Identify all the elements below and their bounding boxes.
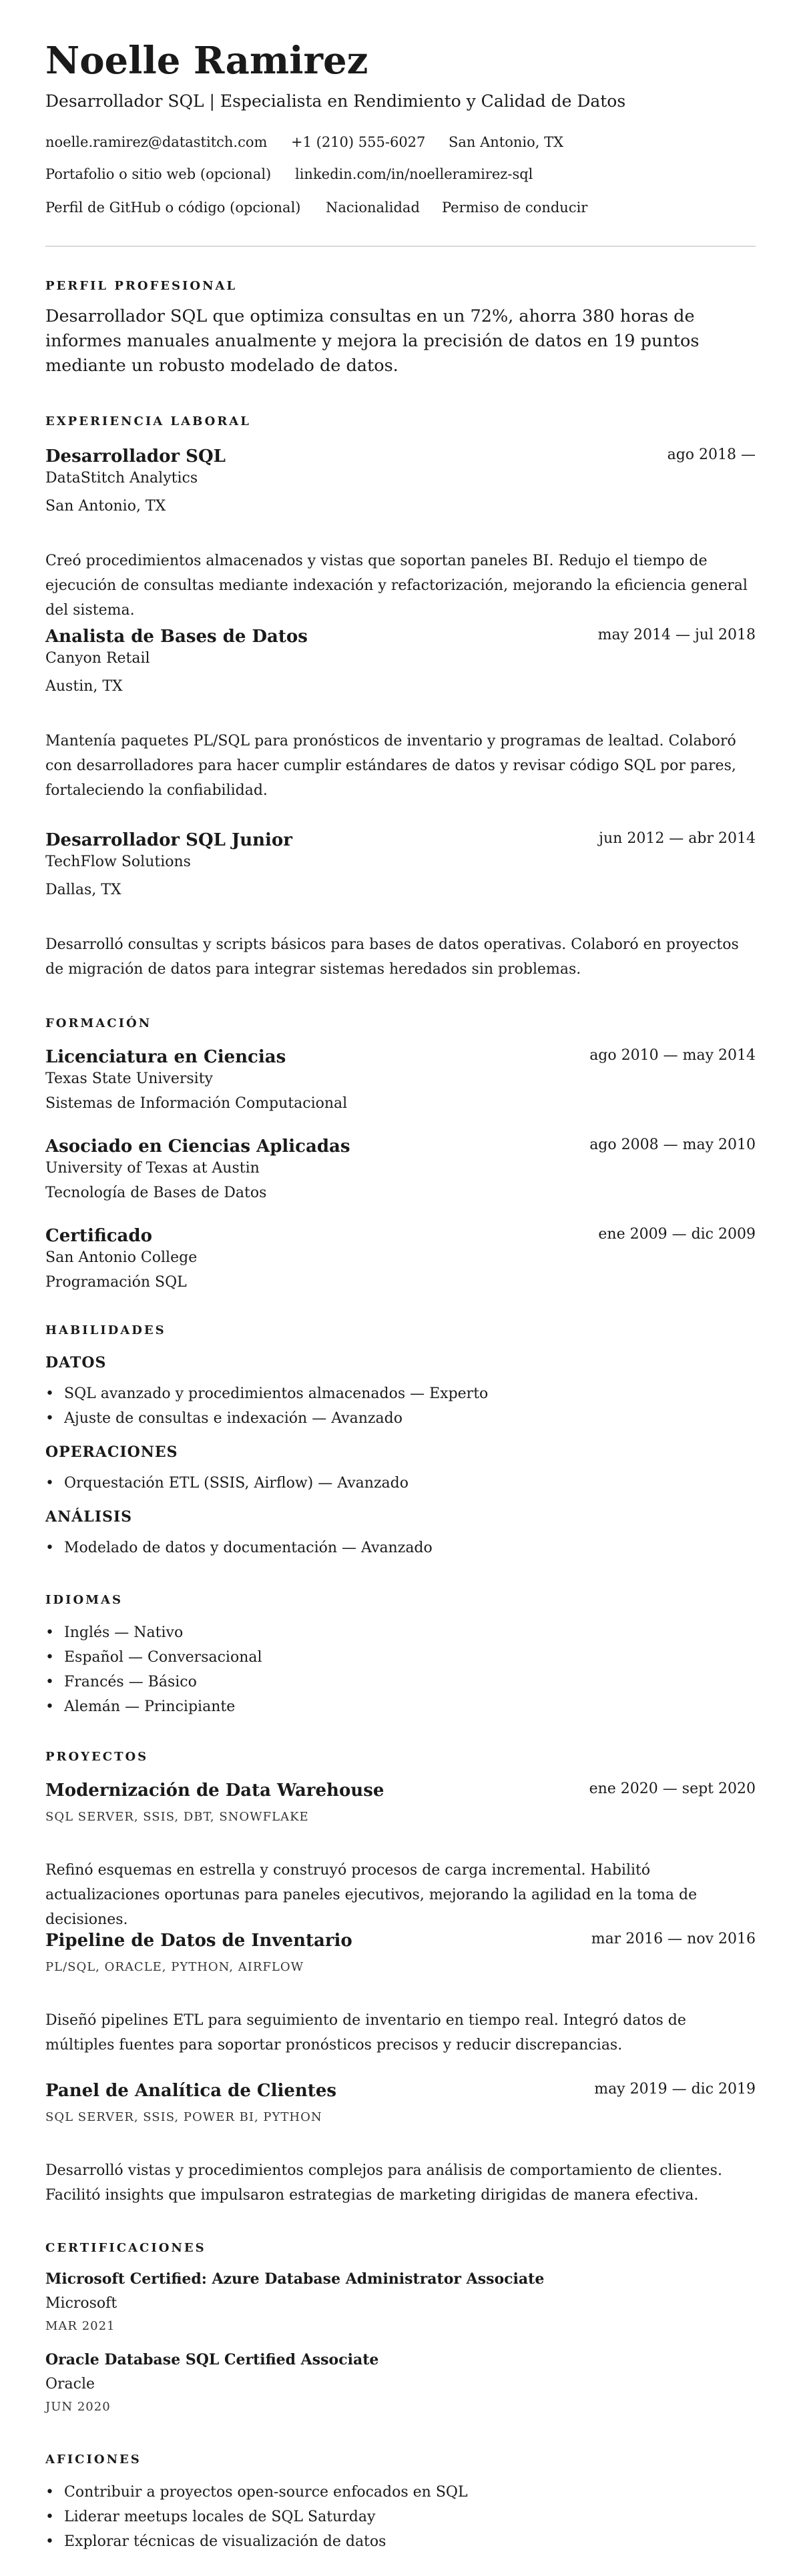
- skill-item: • Modelado de datos y documentación — Avanzado: [64, 1538, 433, 1558]
- contact-location: San Antonio, TX: [449, 134, 564, 150]
- project-dates: mar 2016 — nov 2016: [591, 1931, 756, 1947]
- summary-text: Desarrollador SQL que optimiza consultas en un 72%, ahorra 380 horas de informes manuales anualmente y mejora la precisión de datos en 19 puntos mediante un robusto modelado de datos.: [45, 306, 700, 376]
- section-heading-languages: IDIOMAS: [45, 1593, 123, 1607]
- education-field: Sistemas de Información Computacional: [45, 1095, 348, 1112]
- certification-issuer: Oracle: [45, 2376, 95, 2392]
- bullet-icon: •: [45, 1410, 54, 1427]
- project-title: Panel de Analítica de Clientes: [45, 2081, 336, 2101]
- job-location: San Antonio, TX: [45, 498, 166, 515]
- contact-email[interactable]: noelle.ramirez@datastitch.com: [45, 134, 268, 150]
- candidate-name: Noelle Ramirez: [45, 39, 368, 83]
- job-location: Austin, TX: [45, 678, 123, 695]
- certification-name: Oracle Database SQL Certified Associate: [45, 2351, 379, 2368]
- degree-title: Certificado: [45, 1226, 152, 1246]
- bullet-icon: •: [45, 1540, 54, 1556]
- bullet-icon: •: [45, 1674, 54, 1690]
- education-field: Tecnología de Bases de Datos: [45, 1185, 267, 1201]
- bullet-icon: •: [45, 1624, 54, 1641]
- contact-github[interactable]: Perfil de GitHub o código (opcional): [45, 200, 301, 216]
- job-title: Analista de Bases de Datos: [45, 627, 308, 647]
- project-dates: may 2019 — dic 2019: [594, 2081, 756, 2098]
- project-description: Desarrolló vistas y procedimientos complejos para análisis de comportamiento de clientes. Facilitó insights que impulsaron estrategias de marketing dirigidas de manera efectiva.: [45, 2162, 722, 2204]
- project-tech: SQL SERVER, SSIS, DBT, SNOWFLAKE: [45, 1810, 309, 1824]
- project-description: Diseñó pipelines ETL para seguimiento de inventario en tiempo real. Integró datos de múltiples fuentes para soportar pronósticos precisos y reducir discrepancias.: [45, 2012, 686, 2053]
- job-description: Desarrolló consultas y scripts básicos para bases de datos operativas. Colaboró en proyectos de migración de datos para integrar sistemas heredados sin problemas.: [45, 936, 739, 978]
- skill-item: • Ajuste de consultas e indexación — Avanzado: [64, 1409, 403, 1429]
- education-dates: ago 2010 — may 2014: [589, 1047, 756, 1064]
- section-heading-skills: HABILIDADES: [45, 1323, 166, 1337]
- hobby-item: • Liderar meetups locales de SQL Saturday: [64, 2507, 375, 2527]
- bullet-icon: •: [45, 2484, 54, 2501]
- project-tech: SQL SERVER, SSIS, POWER BI, PYTHON: [45, 2110, 322, 2124]
- contact-linkedin[interactable]: linkedin.com/in/noelleramirez-sql: [295, 166, 533, 182]
- language-item: • Alemán — Principiante: [64, 1697, 235, 1717]
- job-location: Dallas, TX: [45, 882, 121, 898]
- section-heading-projects: PROYECTOS: [45, 1750, 149, 1764]
- degree-title: Asociado en Ciencias Aplicadas: [45, 1137, 350, 1157]
- project-description: Refinó esquemas en estrella y construyó procesos de carga incremental. Habilitó actualizaciones oportunas para paneles ejecutivos, mejorando la agilidad en la toma de decisiones.: [45, 1862, 698, 1928]
- bullet-icon: •: [45, 2509, 54, 2525]
- candidate-headline: Desarrollador SQL | Especialista en Rendimiento y Calidad de Datos: [45, 91, 626, 111]
- section-heading-certifications: CERTIFICACIONES: [45, 2241, 206, 2255]
- job-company: DataStitch Analytics: [45, 470, 198, 487]
- certification-issuer: Microsoft: [45, 2295, 117, 2312]
- contact-nationality: Nacionalidad: [326, 200, 420, 216]
- job-dates: may 2014 — jul 2018: [597, 627, 756, 643]
- job-company: TechFlow Solutions: [45, 854, 191, 870]
- hobby-item: • Contribuir a proyectos open-source enfocados en SQL: [64, 2483, 468, 2503]
- education-school: San Antonio College: [45, 1249, 198, 1266]
- bullet-icon: •: [45, 1385, 54, 1402]
- skill-category: ANÁLISIS: [45, 1508, 133, 1526]
- job-title: Desarrollador SQL: [45, 446, 226, 466]
- project-title: Modernización de Data Warehouse: [45, 1781, 384, 1801]
- certification-date: MAR 2021: [45, 2319, 115, 2333]
- project-dates: ene 2020 — sept 2020: [589, 1781, 756, 1797]
- language-item: • Inglés — Nativo: [64, 1623, 183, 1643]
- section-heading-education: FORMACIÓN: [45, 1016, 152, 1030]
- job-dates: jun 2012 — abr 2014: [599, 830, 756, 847]
- hobby-item: • Explorar técnicas de visualización de datos: [64, 2532, 386, 2552]
- language-item: • Francés — Básico: [64, 1672, 197, 1692]
- contact-portfolio[interactable]: Portafolio o sitio web (opcional): [45, 166, 272, 182]
- certification-name: Microsoft Certified: Azure Database Administrator Associate: [45, 2270, 545, 2288]
- skill-category: OPERACIONES: [45, 1443, 178, 1461]
- skill-item: • SQL avanzado y procedimientos almacenados — Experto: [64, 1384, 488, 1404]
- job-description: Creó procedimientos almacenados y vistas que soportan paneles BI. Redujo el tiempo de ejecución de consultas mediante indexación y refactorización, mejorando la eficiencia general del sistema.: [45, 553, 748, 619]
- section-heading-experience: EXPERIENCIA LABORAL: [45, 414, 251, 428]
- language-item: • Español — Conversacional: [64, 1648, 262, 1668]
- bullet-icon: •: [45, 1649, 54, 1666]
- project-tech: PL/SQL, ORACLE, PYTHON, AIRFLOW: [45, 1960, 304, 1974]
- education-school: University of Texas at Austin: [45, 1160, 260, 1177]
- contact-phone[interactable]: +1 (210) 555-6027: [291, 134, 426, 150]
- section-heading-hobbies: AFICIONES: [45, 2453, 142, 2467]
- education-field: Programación SQL: [45, 1274, 187, 1291]
- project-title: Pipeline de Datos de Inventario: [45, 1931, 352, 1951]
- job-description: Mantenía paquetes PL/SQL para pronósticos de inventario y programas de lealtad. Colaboró con desarrolladores para hacer cumplir estándares de datos y revisar código SQL por pares, fortaleciendo la confiabilidad.: [45, 733, 736, 799]
- contact-license: Permiso de conducir: [442, 200, 588, 216]
- education-dates: ago 2008 — may 2010: [589, 1137, 756, 1153]
- job-title: Desarrollador SQL Junior: [45, 830, 292, 850]
- education-school: Texas State University: [45, 1070, 213, 1087]
- degree-title: Licenciatura en Ciencias: [45, 1047, 286, 1067]
- skill-category: DATOS: [45, 1354, 107, 1371]
- job-dates: ago 2018 —: [667, 446, 756, 463]
- job-company: Canyon Retail: [45, 650, 150, 667]
- education-dates: ene 2009 — dic 2009: [598, 1226, 756, 1243]
- bullet-icon: •: [45, 2533, 54, 2550]
- header-divider: [45, 246, 756, 247]
- certification-date: JUN 2020: [45, 2400, 111, 2414]
- section-heading-summary: PERFIL PROFESIONAL: [45, 279, 238, 293]
- bullet-icon: •: [45, 1698, 54, 1715]
- skill-item: • Orquestación ETL (SSIS, Airflow) — Avanzado: [64, 1474, 409, 1494]
- bullet-icon: •: [45, 1475, 54, 1492]
